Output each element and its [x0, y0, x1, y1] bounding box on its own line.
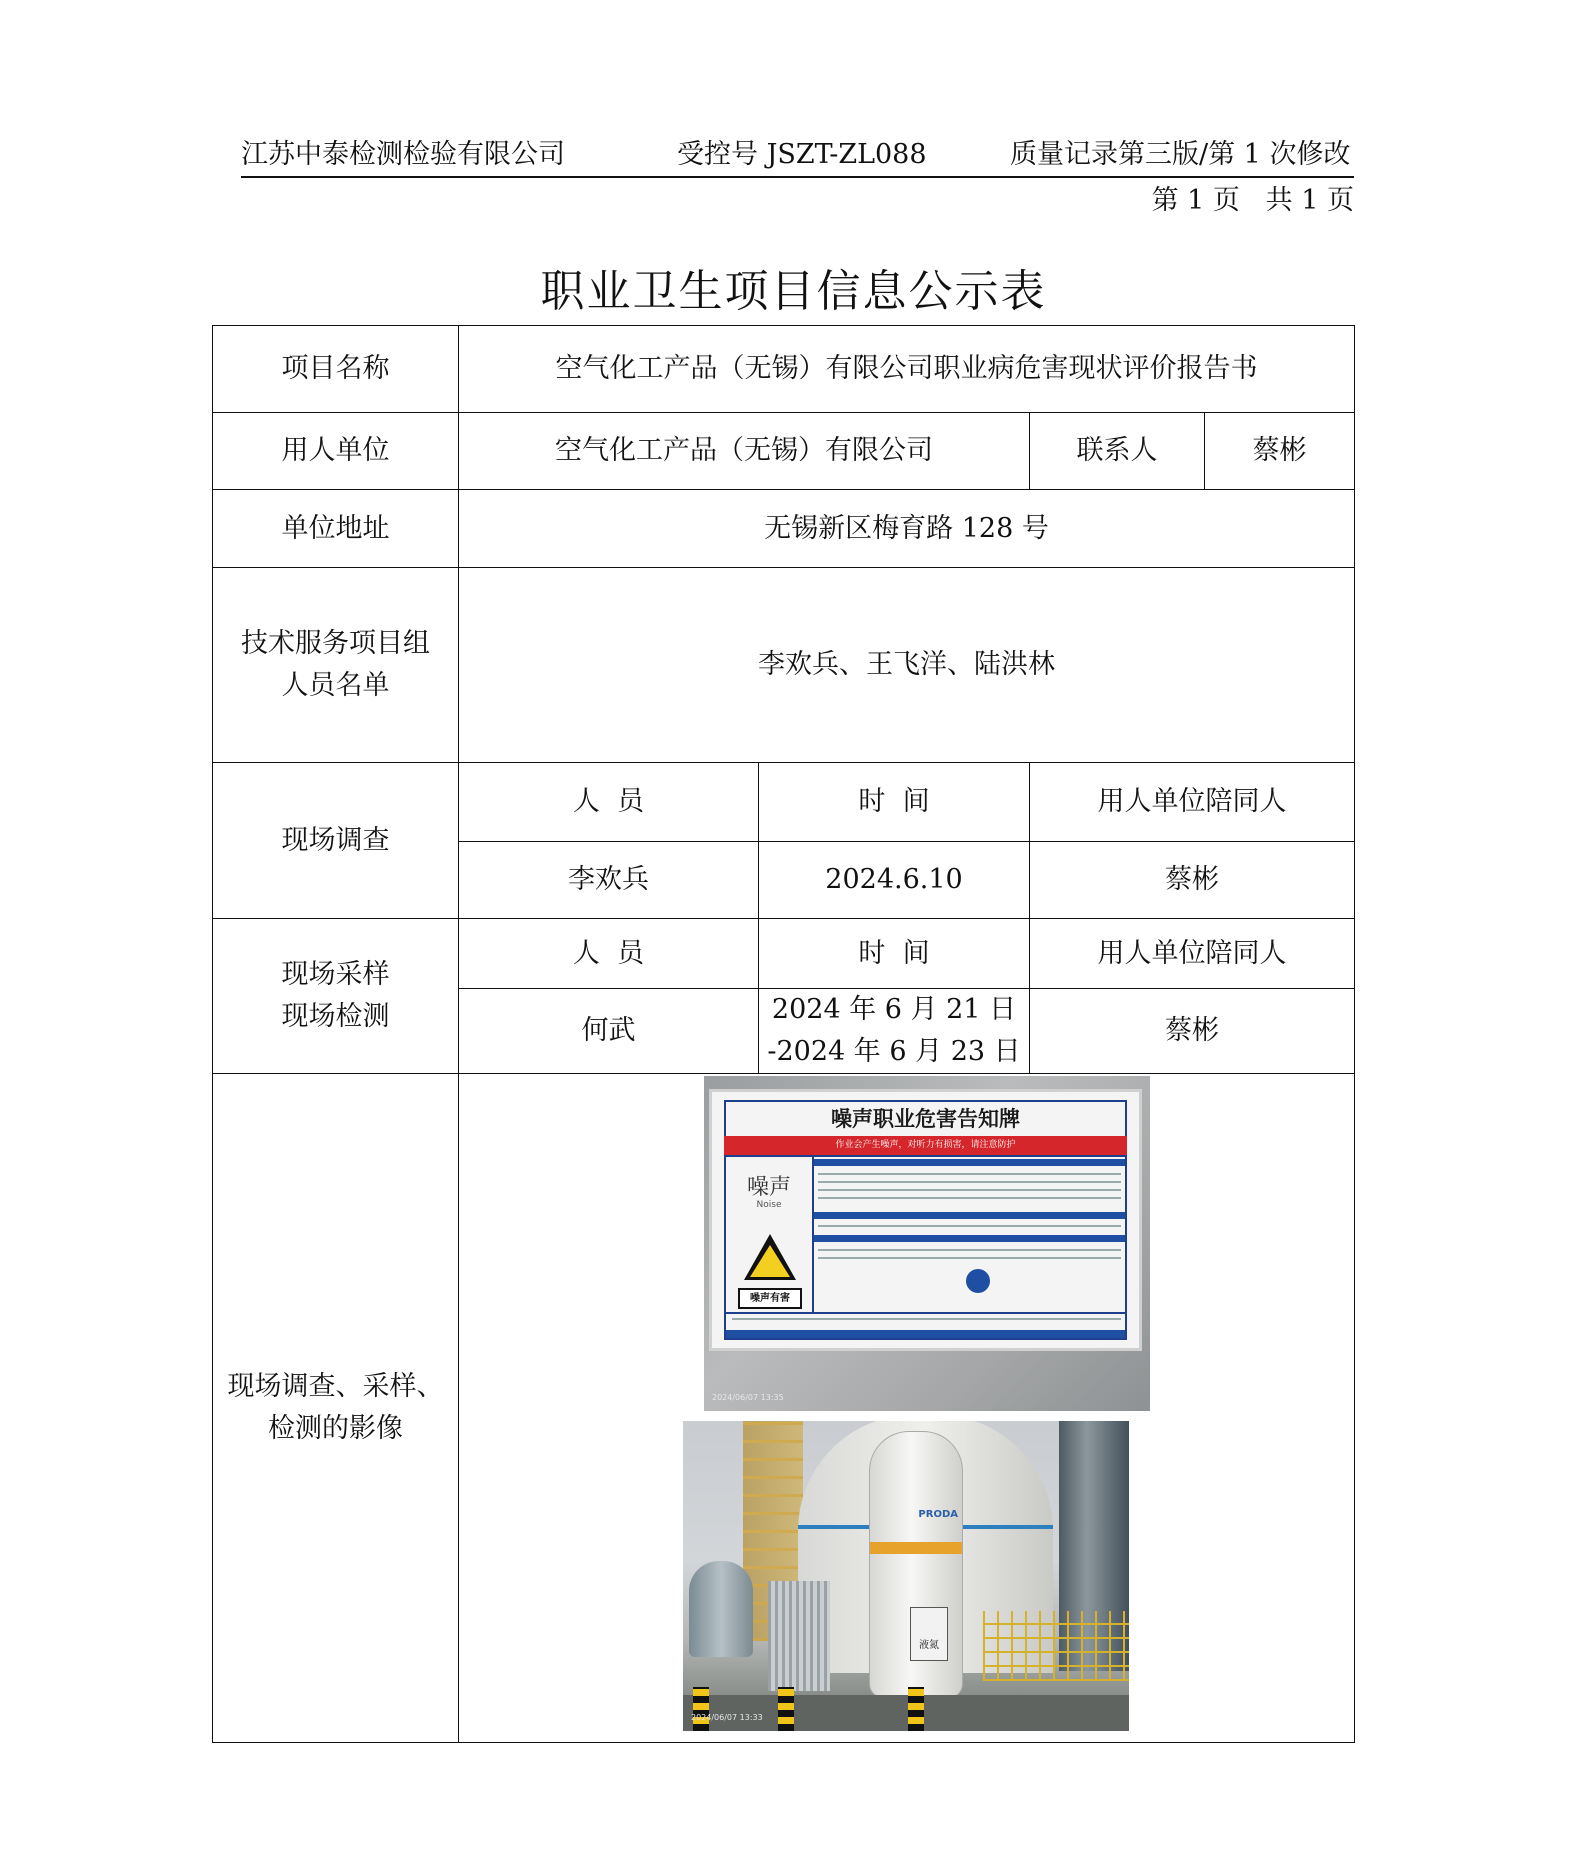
board-footer-bar — [726, 1330, 1125, 1338]
board-title: 噪声职业危害告知牌 — [724, 1100, 1127, 1138]
ear-protection-icon — [966, 1269, 990, 1293]
address-label: 单位地址 — [213, 490, 459, 568]
tank-site-photo — [683, 1421, 1129, 1731]
board-text-line — [818, 1225, 1121, 1227]
noise-en-text: Noise — [756, 1199, 782, 1210]
sampling-col-escort: 用人单位陪同人 — [1030, 919, 1355, 989]
survey-col-person: 人 员 — [459, 763, 759, 842]
board-text-line — [818, 1197, 1121, 1199]
address-value: 无锡新区梅育路 128 号 — [459, 490, 1355, 568]
survey-col-escort: 用人单位陪同人 — [1030, 763, 1355, 842]
board-body — [724, 1155, 1127, 1314]
board-text-line — [818, 1189, 1121, 1191]
sampling-person: 何武 — [459, 989, 759, 1074]
survey-col-time: 时 间 — [759, 763, 1030, 842]
board-text-line — [818, 1173, 1121, 1175]
images-label-line1: 现场调查、采样、 — [227, 1370, 444, 1402]
row-employer — [213, 413, 1355, 490]
survey-label: 现场调查 — [213, 763, 459, 919]
survey-escort: 蔡彬 — [1030, 842, 1355, 919]
control-number: 受控号 JSZT-ZL088 — [677, 139, 927, 170]
document-title: 职业卫生项目信息公示表 — [540, 266, 1047, 317]
board-text-line — [818, 1249, 1121, 1251]
board-warning-strip: 作业会产生噪声，对听力有损害，请注意防护 — [724, 1136, 1127, 1155]
noise-cn-text: 噪声 — [746, 1174, 791, 1200]
images-cell — [459, 1073, 1355, 1742]
sampling-label-line2: 现场检测 — [281, 1000, 390, 1032]
images-label-line2: 检测的影像 — [268, 1412, 403, 1444]
board-text-line — [732, 1318, 1121, 1320]
noise-warning-board — [709, 1089, 1142, 1351]
sampling-time-line1: 2024 年 6 月 21 日 — [771, 994, 1017, 1025]
employer-label: 用人单位 — [213, 413, 459, 490]
safety-bollard — [908, 1687, 924, 1731]
images-label — [213, 1073, 459, 1742]
board-footer — [724, 1312, 1127, 1340]
pressure-vessel — [689, 1561, 753, 1657]
liquid-nitrogen-tank — [869, 1431, 963, 1698]
warning-triangle-fill — [750, 1245, 790, 1277]
sampling-col-time: 时 间 — [759, 919, 1030, 989]
contact-label: 联系人 — [1030, 413, 1205, 490]
sampling-time — [759, 989, 1030, 1074]
contact-value: 蔡彬 — [1205, 413, 1355, 490]
employer-value: 空气化工产品（无锡）有限公司 — [459, 413, 1030, 490]
board-left-panel — [726, 1157, 814, 1312]
row-images — [213, 1073, 1355, 1742]
sampling-label — [213, 919, 459, 1074]
row-sampling-head — [213, 919, 1355, 989]
board-text-line — [818, 1257, 1121, 1259]
tank-plate: 液氮 — [910, 1607, 948, 1661]
project-value: 空气化工产品（无锡）有限公司职业病危害现状评价报告书 — [459, 326, 1355, 413]
project-label: 项目名称 — [213, 326, 459, 413]
record-version: 质量记录第三版/第 1 次修改 — [1010, 139, 1351, 170]
board-section-bar — [814, 1235, 1125, 1242]
row-address — [213, 490, 1355, 568]
sampling-col-person: 人 员 — [459, 919, 759, 989]
tank-band — [870, 1542, 962, 1554]
sampling-escort: 蔡彬 — [1030, 989, 1355, 1074]
board-section-bar — [814, 1212, 1125, 1219]
row-survey-head — [213, 763, 1355, 842]
survey-time: 2024.6.10 — [759, 842, 1030, 919]
photo2-timestamp: 2024/06/07 13:33 — [691, 1713, 763, 1723]
noise-hazard-label: 噪声有害 — [738, 1288, 802, 1309]
board-text-line — [818, 1181, 1121, 1183]
heat-exchanger — [768, 1581, 830, 1691]
sampling-time-line2: -2024 年 6 月 23 日 — [767, 1035, 1021, 1067]
team-value: 李欢兵、王飞洋、陆洪林 — [459, 568, 1355, 763]
photo1-timestamp: 2024/06/07 13:35 — [712, 1393, 784, 1403]
survey-person: 李欢兵 — [459, 842, 759, 919]
team-label-line2: 人员名单 — [281, 670, 390, 701]
row-project — [213, 326, 1355, 413]
safety-bollard — [778, 1687, 794, 1731]
company-name: 江苏中泰检测检验有限公司 — [241, 139, 565, 170]
page-info: 第 1 页 共 1 页 — [1151, 185, 1354, 216]
info-table — [212, 325, 1355, 1743]
noise-sign-photo — [704, 1076, 1150, 1411]
team-label-line1: 技术服务项目组 — [241, 628, 430, 660]
team-label — [213, 568, 459, 763]
sampling-label-line1: 现场采样 — [281, 959, 390, 990]
row-team — [213, 568, 1355, 763]
board-section-bar — [814, 1159, 1125, 1166]
tank-brand: PRODA — [918, 1508, 958, 1520]
yellow-fence — [983, 1611, 1129, 1681]
